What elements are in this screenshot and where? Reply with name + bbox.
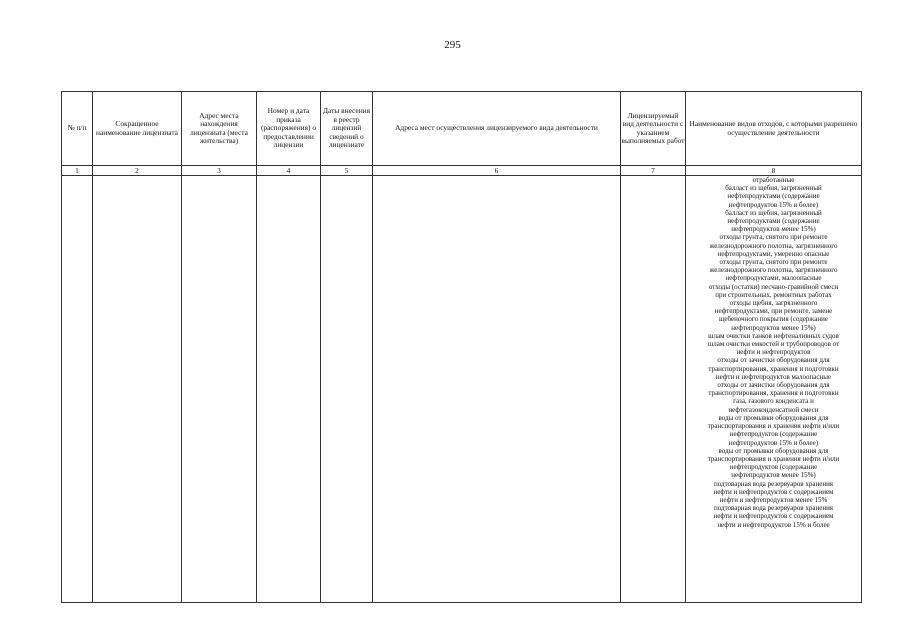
table-row <box>62 176 862 603</box>
license-registry-table <box>61 91 862 603</box>
cell-order-number-date <box>257 176 321 603</box>
column-number: 3 <box>182 166 257 176</box>
header-registry-dates: Даты внесения в реестр лицензий сведений о лицензиате <box>321 92 373 166</box>
cell-registry-dates <box>321 176 373 603</box>
header-row-number: № п/п <box>62 92 93 166</box>
header-licensee-name: Сокращенное наименование лицензиата <box>93 92 182 166</box>
header-licensed-activity: Лицензируемый вид деятельности с указанием выполняемых работ <box>621 92 686 166</box>
column-number: 2 <box>93 166 182 176</box>
header-order-number-date: Номер и дата приказа (распоряжения) о предоставлении лицензии <box>257 92 321 166</box>
header-waste-types: Наименование видов отходов, с которыми разрешено осуществление деятельности <box>686 92 862 166</box>
column-number: 7 <box>621 166 686 176</box>
column-number: 1 <box>62 166 93 176</box>
cell-licensee-address <box>182 176 257 603</box>
column-number: 4 <box>257 166 321 176</box>
cell-licensee-name <box>93 176 182 603</box>
cell-row-number <box>62 176 93 603</box>
column-number-row <box>62 166 862 176</box>
header-licensee-address: Адрес места нахождения лицензиата (места жительства) <box>182 92 257 166</box>
page-number: 295 <box>444 39 461 51</box>
cell-waste-types <box>686 176 862 603</box>
waste-types-list: отработанные балласт из щебня, загрязненный нефтепродуктами (содержание нефтепродуктов 15% и более) балласт из щебня, загрязненный нефтепродуктами (содержание нефтепродуктов менее 15%) отходы грунта, снятого при ремонте железнодорожного полотна, загрязненного нефтепродуктами, умеренно опасные отходы грунта, снятого при ремонте железнодорожного полотна, загрязненного нефтепродуктами, малоопасные отходы (остатки) песчано-гравийной смеси при строительных, ремонтных работах отходы щебня, загрязненного нефтепродуктами, при ремонте, замене щебеночного покрытия (содержание нефтепродуктов менее 15%) шлам очистки танков нефтеналивных судов шлам очистки емкостей и трубопроводов от нефти и нефтепродуктов отходы от зачистки оборудования для транспортирования, хранения и подготовки нефти и нефтепродуктов малоопасные отходы от зачистки оборудования для транспортирования, хранения и подготовки газа, газового конденсата и нефтегазоконденсатной смеси воды от промывки оборудования для транспортирования и хранения нефти и/или нефтепродуктов (содержание нефтепродуктов 15% и более) воды от промывки оборудования для транспортирования и хранения нефти и/или нефтепродуктов (содержание нефтепродуктов менее 15%) подтоварная вода резервуаров хранения нефти и нефтепродуктов с содержанием нефти и нефтепродуктов менее 15% подтоварная вода резервуаров хранения нефти и нефтепродуктов с содержанием нефти и нефтепродуктов 15% и более <box>707 176 840 529</box>
column-number: 8 <box>686 166 862 176</box>
column-number: 6 <box>373 166 621 176</box>
cell-activity-addresses <box>373 176 621 603</box>
cell-licensed-activity <box>621 176 686 603</box>
header-activity-addresses: Адреса мест осуществления лицензируемого вида деятельности <box>373 92 621 166</box>
header-row <box>62 92 862 166</box>
column-number: 5 <box>321 166 373 176</box>
